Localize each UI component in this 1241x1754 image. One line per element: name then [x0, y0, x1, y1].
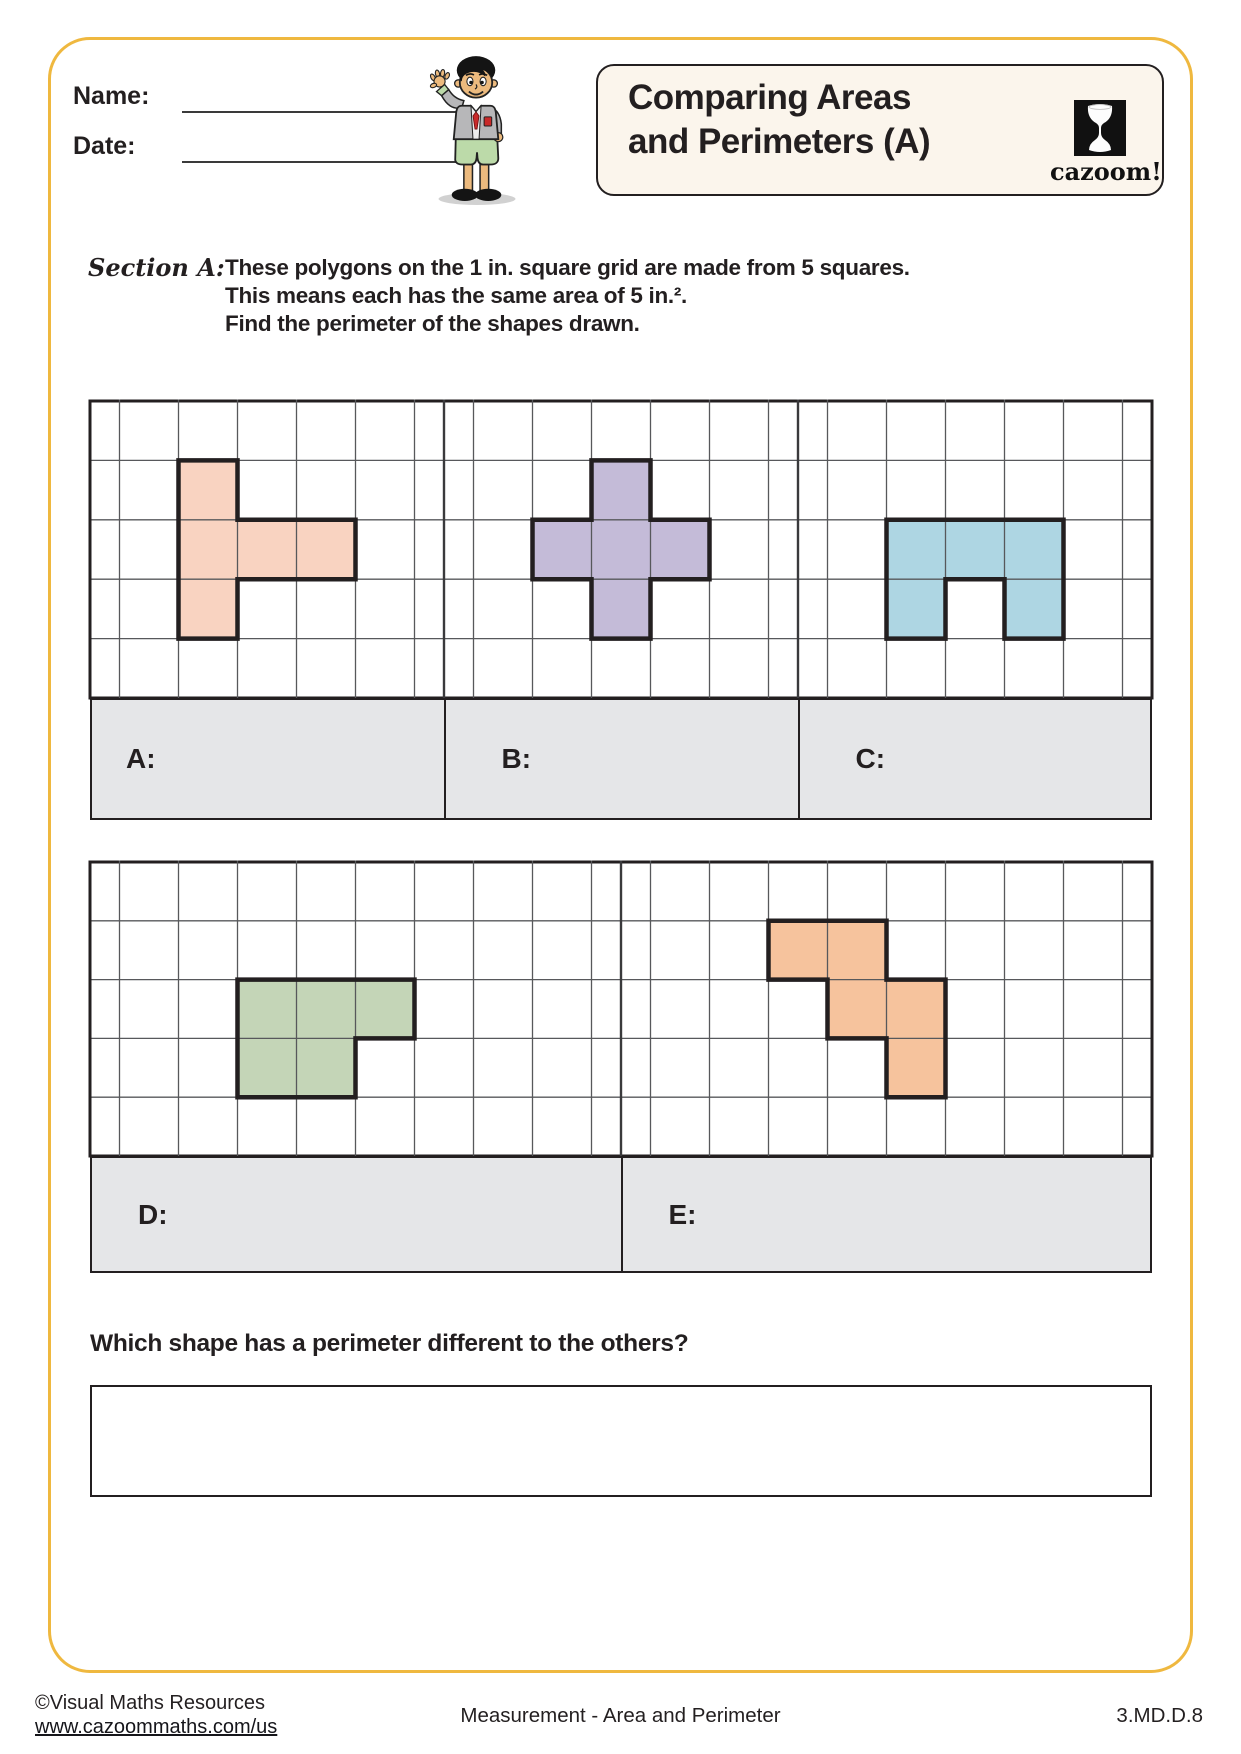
instruction-line-1: These polygons on the 1 in. square grid are made from 5 squares.	[225, 255, 910, 280]
answer-box-B	[444, 700, 798, 818]
pentomino-C-cell	[1005, 579, 1064, 638]
title-line-1: Comparing Areas	[628, 78, 911, 117]
answer-box-label: E:	[668, 1198, 697, 1230]
pentomino-E-cell	[887, 980, 946, 1039]
footer-topic: Measurement - Area and Perimeter	[460, 1704, 781, 1727]
pentomino-A-cell	[297, 520, 356, 579]
pentomino-B-cell	[592, 520, 651, 579]
section-a-label: Section A:	[88, 253, 225, 282]
answer-box-label: C:	[855, 743, 886, 774]
answer-box-label: B:	[501, 743, 532, 774]
footer-website-link[interactable]: www.cazoommaths.com/us	[35, 1716, 278, 1738]
pentomino-D-cell	[238, 980, 297, 1039]
answer-box-label: D:	[138, 1198, 168, 1230]
question-text: Which shape has a perimeter different to the others?	[90, 1330, 689, 1357]
pentomino-E-cell	[769, 921, 828, 980]
question-answer-box	[90, 1385, 1152, 1497]
answer-box-C	[798, 700, 1152, 818]
pentomino-E-cell	[828, 921, 887, 980]
answer-box-E	[621, 1158, 1152, 1271]
name-label: Name:	[73, 82, 150, 110]
title-line-2: and Perimeters (A)	[628, 122, 931, 161]
pentomino-D-cell	[297, 980, 356, 1039]
answer-row	[90, 1156, 1152, 1273]
pentomino-D-cell	[356, 980, 415, 1039]
instruction-line-2: This means each has the same area of 5 in.².	[225, 283, 687, 308]
answer-box-label: A:	[126, 743, 156, 774]
pentomino-A-cell	[179, 460, 238, 519]
pentomino-D-cell	[297, 1038, 356, 1097]
answer-box-A	[92, 700, 446, 818]
pentomino-D-cell	[238, 1038, 297, 1097]
answer-box-D	[92, 1158, 623, 1271]
pentomino-B-cell	[651, 520, 710, 579]
pentomino-E-cell	[828, 980, 887, 1039]
pentomino-A-cell	[179, 579, 238, 638]
pentomino-B-cell	[533, 520, 592, 579]
pentomino-E-cell	[887, 1038, 946, 1097]
answer-row	[90, 698, 1152, 820]
pentomino-C-cell	[887, 579, 946, 638]
footer-copyright: ©Visual Maths Resources	[35, 1692, 266, 1714]
date-label: Date:	[73, 132, 136, 160]
pentomino-A-cell	[179, 520, 238, 579]
pentomino-B-cell	[592, 579, 651, 638]
pentomino-C-cell	[946, 520, 1005, 579]
pentomino-B-cell	[592, 460, 651, 519]
instruction-line-3: Find the perimeter of the shapes drawn.	[225, 311, 640, 336]
cazoom-logo-text: cazoom!	[1050, 157, 1162, 186]
pentomino-C-cell	[887, 520, 946, 579]
pentomino-C-cell	[1005, 520, 1064, 579]
footer-standard-code: 3.MD.D.8	[1116, 1704, 1203, 1727]
pentomino-A-cell	[238, 520, 297, 579]
